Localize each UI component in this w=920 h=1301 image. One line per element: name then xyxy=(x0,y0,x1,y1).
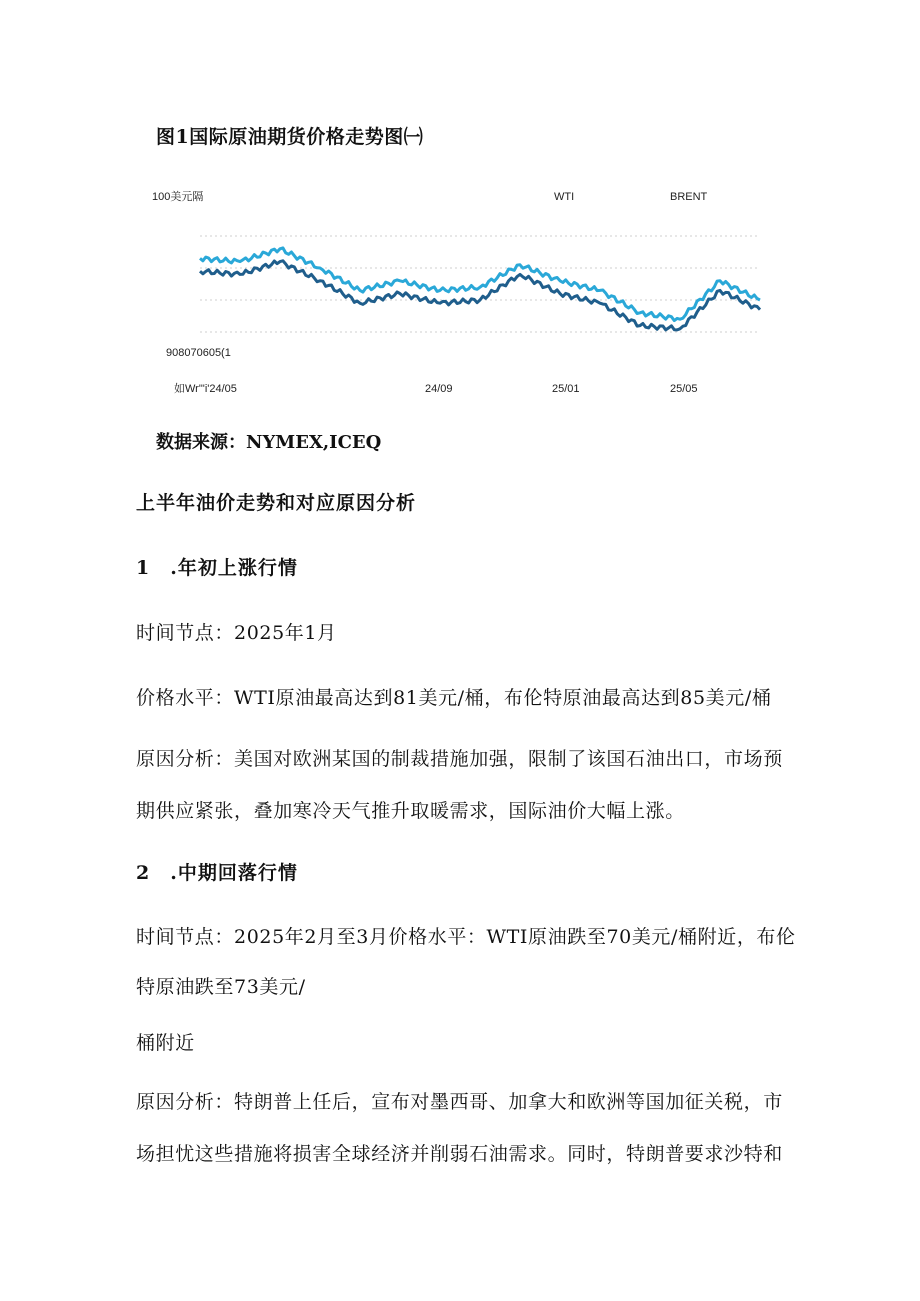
figure-title: 图1国际原油期货价格走势图㈠ xyxy=(156,126,424,148)
s2-reason-line2: 场担忧这些措施将损害全球经济并削弱石油需求。同时，特朗普要求沙特和 xyxy=(136,1143,783,1165)
section-heading: 上半年油价走势和对应原因分析 xyxy=(136,492,417,514)
s2-time-line3: 桶附近 xyxy=(136,1032,195,1054)
chart-svg xyxy=(140,180,780,410)
legend-brent: BRENT xyxy=(670,191,708,203)
figure-source: 数据来源：NYMEX,ICEQ xyxy=(156,432,382,453)
section-1-title: 1 .年初上涨行情 xyxy=(136,557,298,579)
x-tick-0: 如Wr"'i'24/05 xyxy=(174,383,237,395)
s1-reason-line2: 期供应紧张，叠加寒冷天气推升取暖需求，国际油价大幅上涨。 xyxy=(136,800,685,822)
x-tick-3: 25/05 xyxy=(670,383,698,395)
s2-time-line1: 时间节点：2025年2月至3月价格水平：WTI原油跌至70美元/桶附近，布伦 xyxy=(136,926,796,948)
x-tick-2: 25/01 xyxy=(552,383,580,395)
s1-time: 时间节点：2025年1月 xyxy=(136,622,337,644)
s1-reason-line1: 原因分析：美国对欧洲某国的制裁措施加强，限制了该国石油出口，市场预 xyxy=(136,748,783,770)
y-tick-label: 908070605(1 xyxy=(166,347,231,359)
s1-price: 价格水平：WTI原油最高达到81美元/桶，布伦特原油最高达到85美元/桶 xyxy=(136,687,772,709)
s2-time-line2: 特原油跌至73美元/ xyxy=(136,976,306,998)
legend-wti: WTI xyxy=(554,191,575,203)
oil-price-chart xyxy=(140,180,780,410)
x-tick-1: 24/09 xyxy=(425,383,453,395)
series-line-brent xyxy=(200,248,760,321)
s2-reason-line1: 原因分析：特朗普上任后，宣布对墨西哥、加拿大和欧洲等国加征关税，市 xyxy=(136,1091,783,1113)
chart-series xyxy=(200,248,760,330)
section-2-title: 2 .中期回落行情 xyxy=(136,862,298,884)
y-unit-label: 100美元隔 xyxy=(152,191,204,203)
